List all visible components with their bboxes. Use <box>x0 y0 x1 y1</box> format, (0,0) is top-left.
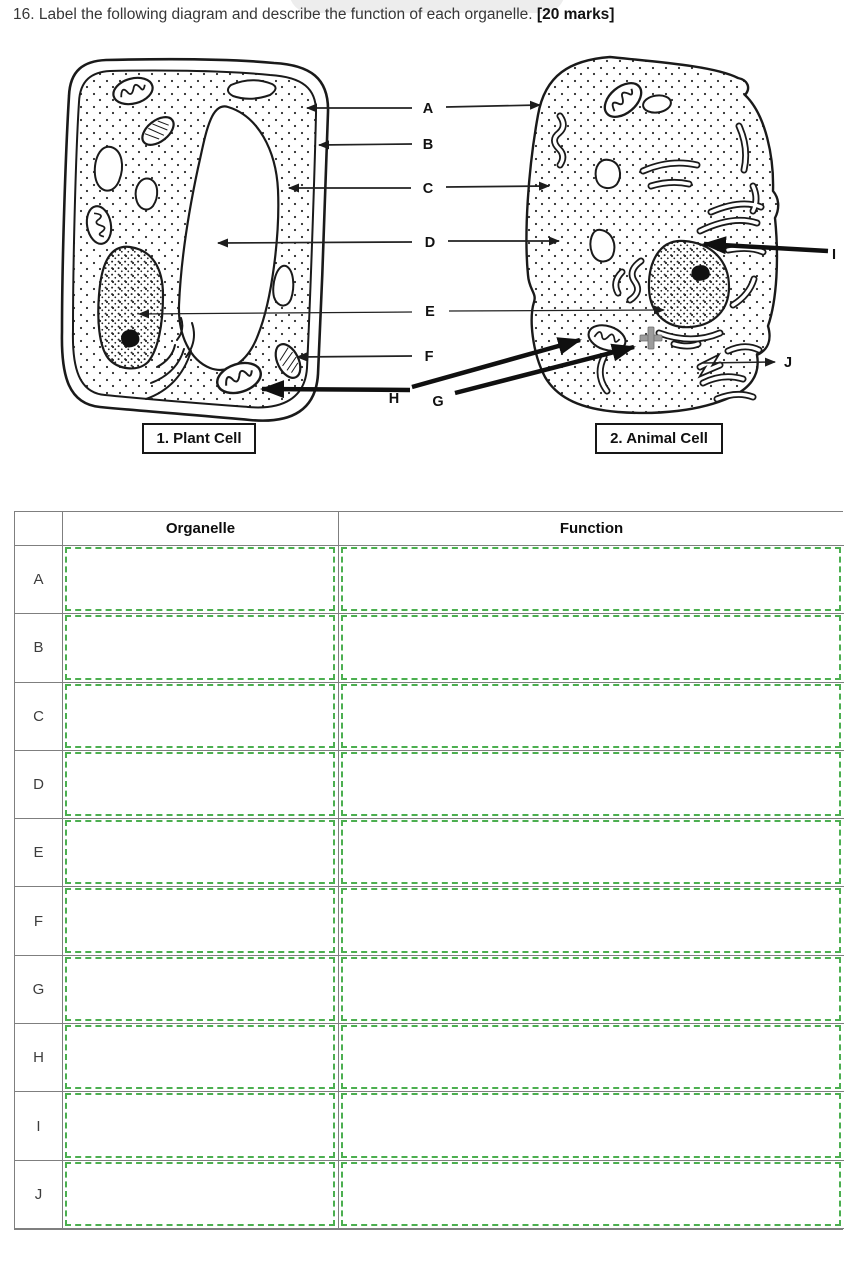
function-cell-D <box>339 751 844 819</box>
label-J: J <box>783 355 793 371</box>
row-letter-C: C <box>15 683 63 751</box>
animal-vesicle-upper <box>596 160 620 188</box>
plant-vesicle-small <box>136 178 158 209</box>
organelle-cell-I <box>63 1092 339 1160</box>
organelle-cell-C <box>63 683 339 751</box>
organelle-input-G[interactable] <box>65 957 335 1021</box>
row-letter-B: B <box>15 614 63 682</box>
function-input-A[interactable] <box>341 547 841 611</box>
organelle-cell-A <box>63 546 339 614</box>
organelle-input-J[interactable] <box>65 1162 335 1226</box>
function-cell-G <box>339 956 844 1024</box>
arrow-A-animal <box>446 105 540 107</box>
organelle-input-B[interactable] <box>65 615 335 679</box>
animal-nucleolus <box>692 265 710 281</box>
plant-vesicle-teardrop <box>95 147 122 191</box>
organelle-input-D[interactable] <box>65 752 335 816</box>
organelle-input-H[interactable] <box>65 1025 335 1089</box>
question-title <box>13 6 843 24</box>
plant-nucleolus <box>121 330 139 348</box>
organelle-cell-B <box>63 614 339 682</box>
organelle-input-F[interactable] <box>65 888 335 952</box>
row-letter-J: J <box>15 1161 63 1229</box>
row-letter-H: H <box>15 1024 63 1092</box>
label-H: H <box>388 391 400 407</box>
question-text: 16. Label the following diagram and describe the function of each organelle. <box>13 6 533 23</box>
answer-table <box>14 511 843 1230</box>
label-C: C <box>422 181 434 197</box>
row-letter-G: G <box>15 956 63 1024</box>
function-cell-E <box>339 819 844 887</box>
animal-vesicle-lower <box>590 230 614 262</box>
label-D: D <box>424 235 436 251</box>
row-letter-A: A <box>15 546 63 614</box>
header-corner <box>15 512 63 546</box>
row-letter-I: I <box>15 1092 63 1160</box>
plant-nucleus <box>98 247 163 369</box>
function-input-J[interactable] <box>341 1162 841 1226</box>
row-letter-D: D <box>15 751 63 819</box>
function-cell-A <box>339 546 844 614</box>
arrow-C-animal <box>446 186 549 187</box>
row-letter-F: F <box>15 887 63 955</box>
label-E: E <box>425 304 435 320</box>
label-G: G <box>432 394 444 410</box>
function-cell-I <box>339 1092 844 1160</box>
plant-vesicle-right <box>273 266 293 306</box>
function-cell-B <box>339 614 844 682</box>
function-input-C[interactable] <box>341 684 841 748</box>
animal-nucleus <box>649 241 729 327</box>
arrow-J-animal <box>703 362 775 363</box>
function-input-H[interactable] <box>341 1025 841 1089</box>
arrow-B-plant <box>319 144 412 145</box>
organelle-cell-J <box>63 1161 339 1229</box>
cell-diagram <box>0 0 854 470</box>
organelle-cell-E <box>63 819 339 887</box>
header-organelle: Organelle <box>63 512 339 546</box>
organelle-cell-H <box>63 1024 339 1092</box>
organelle-input-C[interactable] <box>65 684 335 748</box>
animal-cell-caption: 2. Animal Cell <box>595 423 723 454</box>
arrow-H-plant <box>262 389 410 390</box>
header-function: Function <box>339 512 844 546</box>
plant-cell-drawing <box>62 59 328 420</box>
label-I: I <box>831 247 837 263</box>
organelle-input-A[interactable] <box>65 547 335 611</box>
marks-badge: [20 marks] <box>536 6 615 23</box>
function-cell-H <box>339 1024 844 1092</box>
function-input-E[interactable] <box>341 820 841 884</box>
plant-cell-caption: 1. Plant Cell <box>142 423 256 454</box>
function-cell-J <box>339 1161 844 1229</box>
label-A: A <box>422 101 434 117</box>
organelle-input-E[interactable] <box>65 820 335 884</box>
function-input-F[interactable] <box>341 888 841 952</box>
label-B: B <box>422 137 434 153</box>
function-input-G[interactable] <box>341 957 841 1021</box>
organelle-cell-F <box>63 887 339 955</box>
label-F: F <box>424 349 434 365</box>
function-input-B[interactable] <box>341 615 841 679</box>
plant-vesicle-banana <box>228 80 276 99</box>
function-input-I[interactable] <box>341 1093 841 1157</box>
organelle-input-I[interactable] <box>65 1093 335 1157</box>
arrow-F-plant <box>297 356 412 357</box>
organelle-cell-G <box>63 956 339 1024</box>
function-input-D[interactable] <box>341 752 841 816</box>
function-cell-F <box>339 887 844 955</box>
arrow-D-plant <box>218 242 412 243</box>
row-letter-E: E <box>15 819 63 887</box>
organelle-cell-D <box>63 751 339 819</box>
animal-cell-drawing <box>526 57 778 413</box>
function-cell-C <box>339 683 844 751</box>
